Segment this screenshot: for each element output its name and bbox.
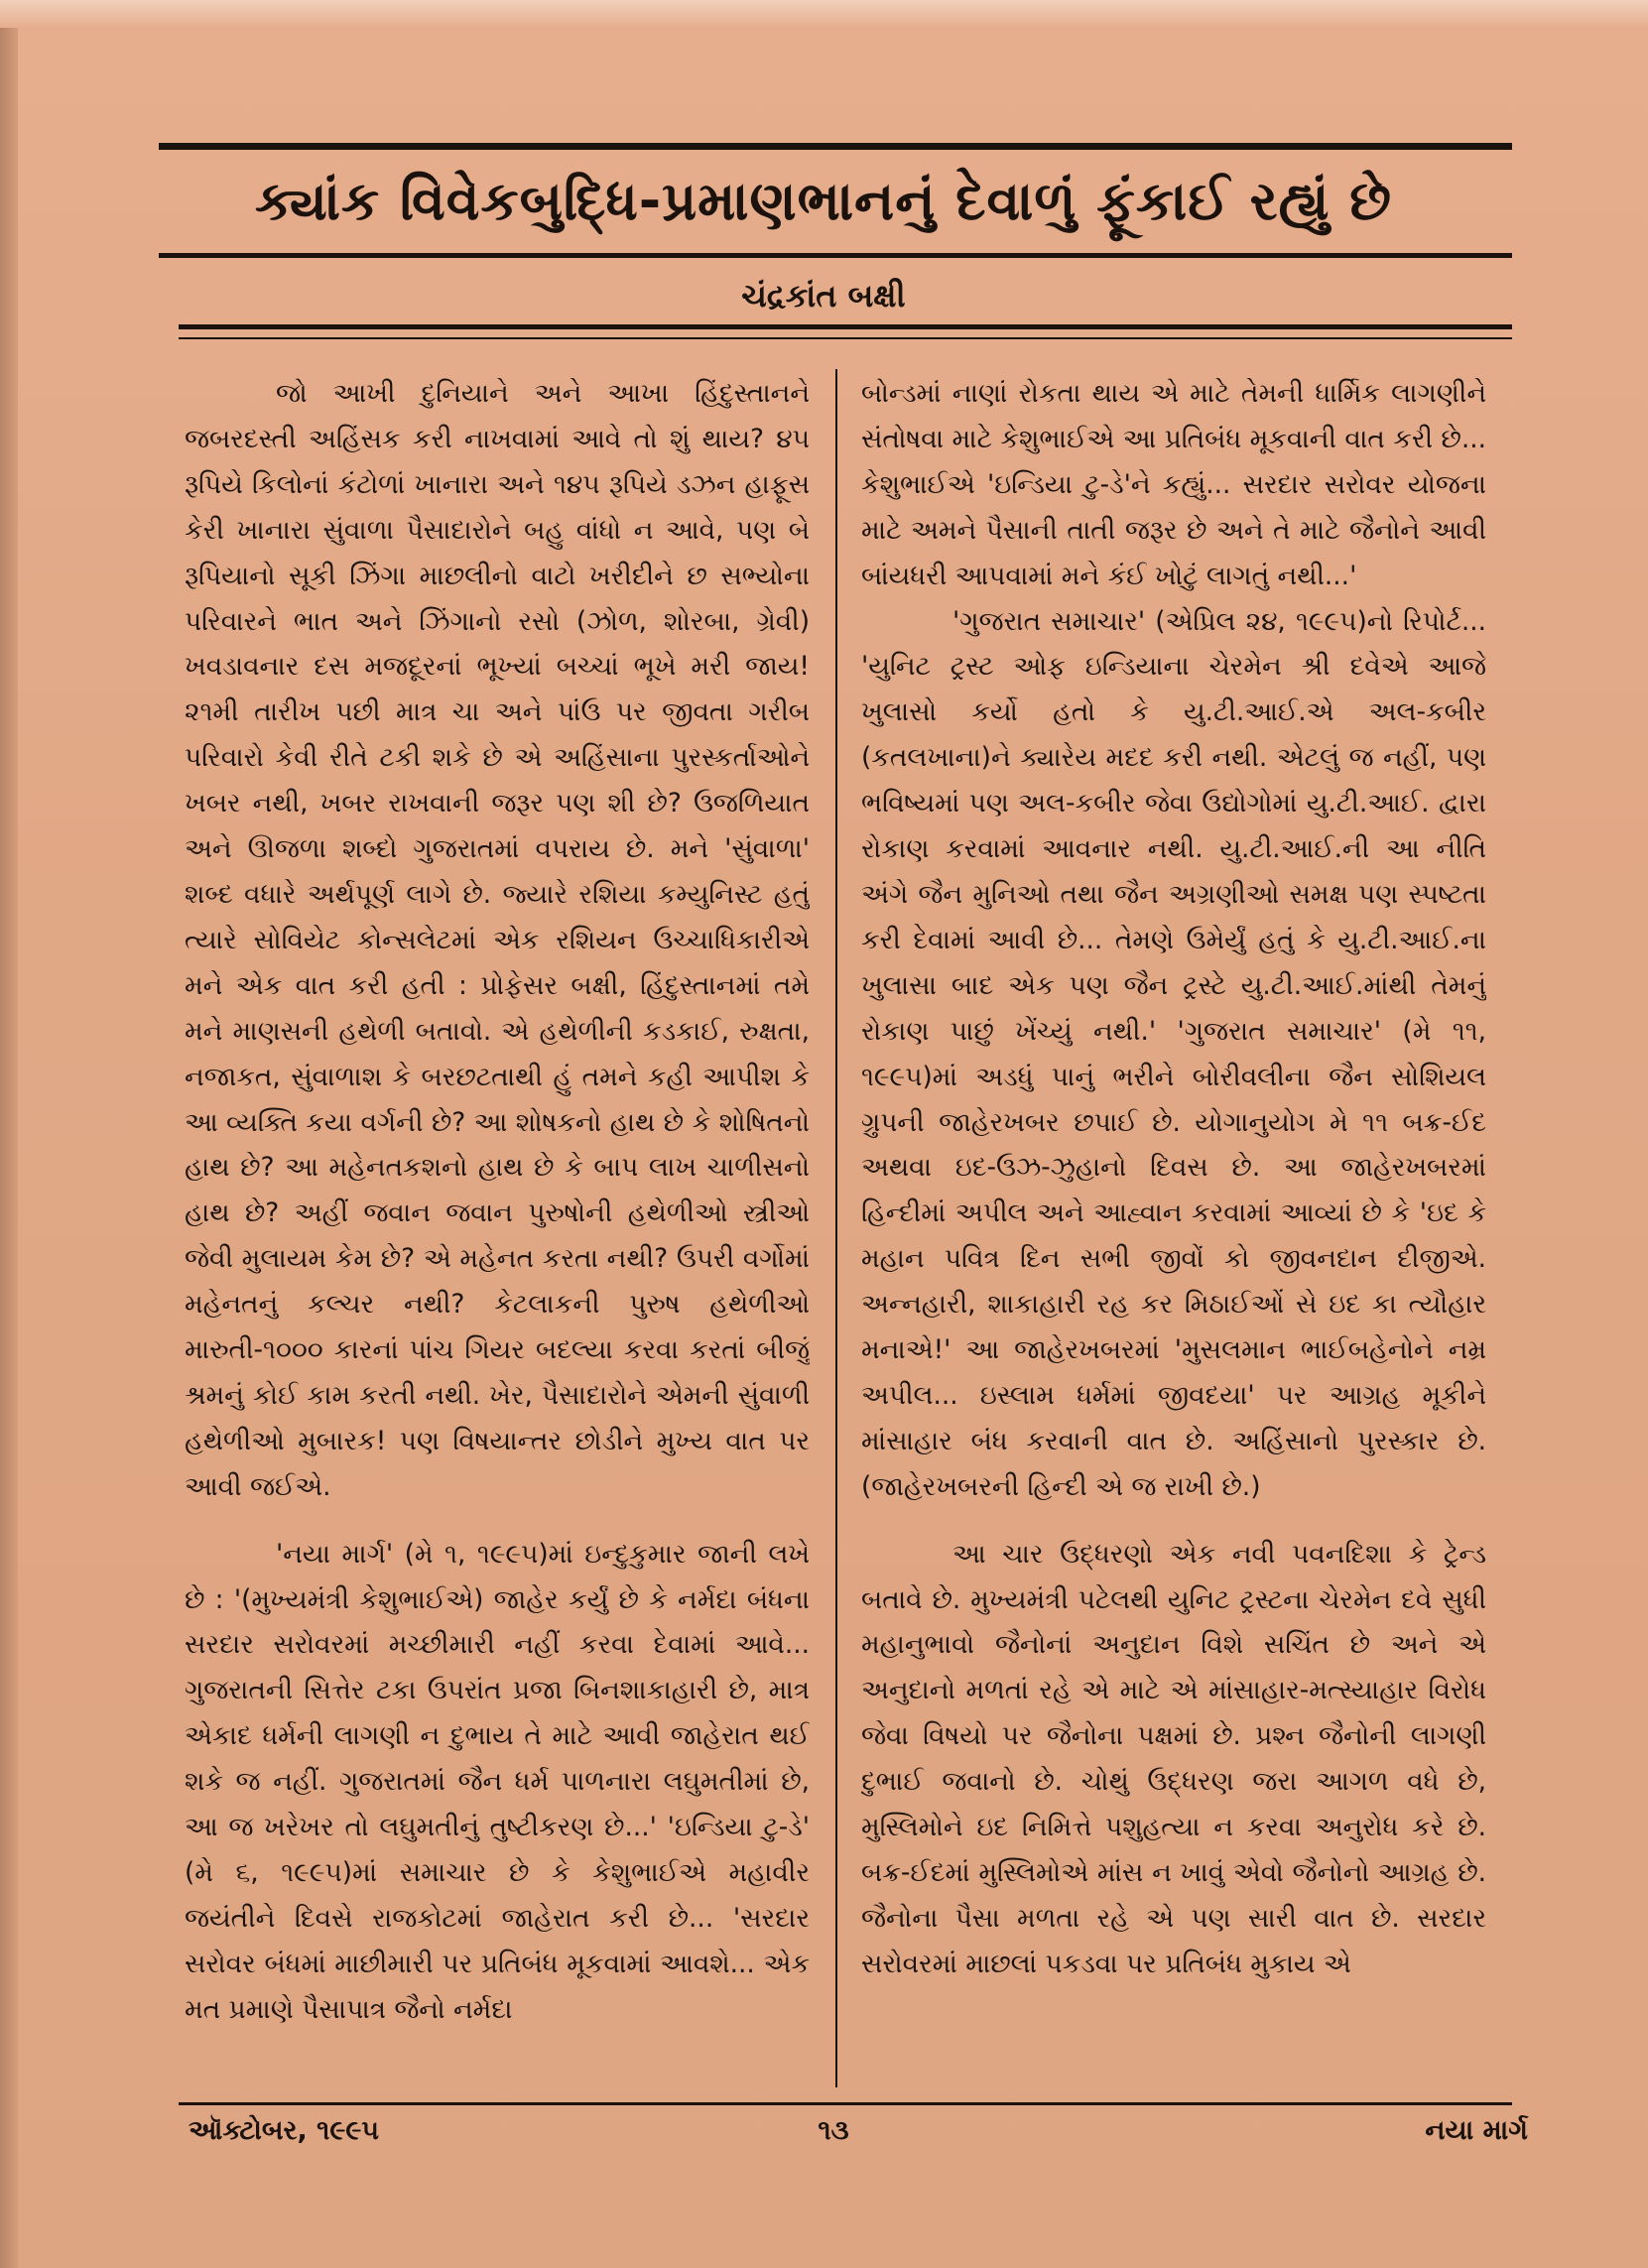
publication-name: નયા માર્ગ	[1425, 2115, 1528, 2146]
byline-rule-thick	[179, 324, 1512, 329]
right-paragraph-3: આ ચાર ઉદ્ધરણો એક નવી પવનદિશા કે ટ્રેન્ડ બતાવે છે. મુખ્યમંત્રી પટેલથી યુનિટ ટ્રસ્ટના ચેરમેન દવે સુધી મહાનુભાવો જૈનોનાં અનુદાન વિશે સચિંત છે અને એ અનુદાનો મળતાં રહે એ માટે એ માંસાહાર-મત્સ્યાહાર વિરોધ જેવા વિષયો પર જૈનોના પક્ષમાં છે. પ્રશ્ન જૈનોની લાગણી દુભાઈ જવાનો છે. ચોથું ઉદ્ધરણ જરા આગળ વધે છે, મુસ્લિમોને ઇદ નિમિત્તે પશુહત્યા ન કરવા અનુરોધ કરે છે. બક્ર-ઈદમાં મુસ્લિમોએ માંસ ન ખાવું એવો જૈનોનો આગ્રહ છે. જૈનોના પૈસા મળતા રહે એ પણ સારી વાત છે. સરદાર સરોવરમાં માછલાં પકડવા પર પ્રતિબંધ મુકાય એ	[861, 1538, 1486, 1979]
left-paragraph-1: જો આખી દુનિયાને અને આખા હિંદુસ્તાનને જબરદસ્તી અહિંસક કરી નાખવામાં આવે તો શું થાય? ૪૫ રૂપિયે કિલોનાં કંટોળાં ખાનારા અને ૧૪૫ રૂપિયે ડઝન હાફૂસ કેરી ખાનારા સુંવાળા પૈસાદારોને બહુ વાંધો ન આવે, પણ બે રૂપિયાનો સૂકી ઝિંગા માછલીનો વાટો ખરીદીને છ સભ્યોના પરિવારને ભાત અને ઝિંગાનો રસો (ઝોળ, શોરબા, ગ્રેવી) ખવડાવનાર દસ મજદૂરનાં ભૂખ્યાં બચ્ચાં ભૂખે મરી જાય! ૨૧મી તારીખ પછી માત્ર ચા અને પાંઉ પર જીવતા ગરીબ પરિવારો કેવી રીતે ટકી શકે છે એ અહિંસાના પુરસ્કર્તાઓને ખબર નથી, ખબર રાખવાની જરૂર પણ શી છે? ઉજળિયાત અને ઊજળા શબ્દો ગુજરાતમાં વપરાય છે. મને 'સુંવાળા' શબ્દ વધારે અર્થપૂર્ણ લાગે છે. જ્યારે રશિયા કમ્યુનિસ્ટ હતું ત્યારે સોવિયેટ કોન્સલેટમાં એક રશિયન ઉચ્ચાધિકારીએ મને એક વાત કરી હતી : પ્રોફેસર બક્ષી, હિંદુસ્તાનમાં તમે મને માણસની હથેળી બતાવો. એ હથેળીની કડકાઈ, રુક્ષતા, નજાકત, સુંવાળાશ કે બરછટતાથી હું તમને કહી આપીશ કે આ વ્યક્તિ કયા વર્ગની છે? આ શોષકનો હાથ છે કે શોષિતનો હાથ છે? આ મહેનતકશનો હાથ છે કે બાપ લાખ ચાળીસનો હાથ છે? અહીં જવાન જવાન પુરુષોની હથેળીઓ સ્ત્રીઓ જેવી મુલાયમ કેમ છે? એ મહેનત કરતા નથી? ઉપરી વર્ગોમાં મહેનતનું કલ્ચર નથી? કેટલાકની પુરુષ હથેળીઓ મારુતી-૧૦૦૦ કારનાં પાંચ ગિયર બદલ્યા કરવા કરતાં બીજું શ્રમનું કોઈ કામ કરતી નથી. ખેર, પૈસાદારોને એમની સુંવાળી હથેળીઓ મુબારક! પણ વિષયાન્તર છોડીને મુખ્ય વાત પર આવી જઈએ.	[185, 378, 810, 1502]
footer-rule	[179, 2102, 1512, 2105]
left-column	[185, 371, 810, 2092]
footer-date: ઑક્ટોબર, ૧૯૯૫	[189, 2115, 380, 2146]
page-top-edge	[0, 0, 1648, 28]
right-paragraph-2: 'ગુજરાત સમાચાર' (એપ્રિલ ૨૪, ૧૯૯૫)નો રિપોર્ટ... 'યુનિટ ટ્રસ્ટ ઓફ ઇન્ડિયાના ચેરમેન શ્રી દવેએ આજે ખુલાસો કર્યો હતો કે યુ.ટી.આઈ.એ અલ-કબીર (કતલખાના)ને ક્યારેય મદદ કરી નથી. એટલું જ નહીં, પણ ભવિષ્યમાં પણ અલ-કબીર જેવા ઉદ્યોગોમાં યુ.ટી.આઈ. દ્વારા રોકાણ કરવામાં આવનાર નથી. યુ.ટી.આઈ.ની આ નીતિ અંગે જૈન મુનિઓ તથા જૈન અગ્રણીઓ સમક્ષ પણ સ્પષ્ટતા કરી દેવામાં આવી છે... તેમણે ઉમેર્યું હતું કે યુ.ટી.આઈ.ના ખુલાસા બાદ એક પણ જૈન ટ્રસ્ટે યુ.ટી.આઈ.માંથી તેમનું રોકાણ પાછું ખેંચ્યું નથી.' 'ગુજરાત સમાચાર' (મે ૧૧, ૧૯૯૫)માં અડધું પાનું ભરીને બોરીવલીના જૈન સોશિયલ ગ્રુપની જાહેરખબર છપાઈ છે. યોગાનુયોગ મે ૧૧ બક્ર-ઈદ અથવા ઇદ-ઉઝ-ઝુહાનો દિવસ છે. આ જાહેરખબરમાં હિન્દીમાં અપીલ અને આહ્વાન કરવામાં આવ્યાં છે કે 'ઇદ કે મહાન પવિત્ર દિન સભી જીવોં કો જીવનદાન દીજીએ. અન્નહારી, શાકાહારી રહ કર મિઠાઈઓં સે ઇદ કા ત્યૌહાર મનાએ!' આ જાહેરખબરમાં 'મુસલમાન ભાઈબહેનોને નમ્ર અપીલ... ઇસ્લામ ધર્મમાં જીવદયા' પર આગ્રહ મૂકીને માંસાહાર બંધ કરવાની વાત છે. અહિંસાનો પુરસ્કાર છે. (જાહેરખબરની હિન્દી એ જ રાખી છે.)	[861, 605, 1486, 1502]
column-divider	[835, 369, 837, 2087]
right-column	[861, 371, 1486, 2092]
page-left-edge	[0, 0, 18, 2268]
article-title: ક્યાંક વિવેકબુદ્ધિ-પ્રમાણભાનનું દેવાળું ફૂંકાઈ રહ્યું છે	[255, 170, 1392, 232]
title-bottom-rule	[159, 253, 1512, 258]
byline-rule-thin	[179, 337, 1512, 339]
right-paragraph-1: બોન્ડમાં નાણાં રોકતા થાય એ માટે તેમની ધાર્મિક લાગણીને સંતોષવા માટે કેશુભાઈએ આ પ્રતિબંધ મૂકવાની વાત કરી છે... કેશુભાઈએ 'ઇન્ડિયા ટુ-ડે'ને કહ્યું... સરદાર સરોવર યોજના માટે અમને પૈસાની તાતી જરૂર છે અને તે માટે જૈનોને આવી બાંયધરી આપવામાં મને કંઈ ખોટું લાગતું નથી...'	[861, 378, 1486, 591]
title-top-rule	[159, 143, 1512, 150]
page-number: ૧૩	[818, 2115, 849, 2146]
article-author: ચંદ્રકાંત બક્ષી	[741, 277, 906, 315]
left-paragraph-2: 'નયા માર્ગ' (મે ૧, ૧૯૯૫)માં ઇન્દુકુમાર જાની લખે છે : '(મુખ્યમંત્રી કેશુભાઈએ) જાહેર કર્યું છે કે નર્મદા બંધના સરદાર સરોવરમાં મચ્છીમારી નહીં કરવા દેવામાં આવે... ગુજરાતની સિત્તેર ટકા ઉપરાંત પ્રજા બિનશાકાહારી છે, માત્ર એકાદ ધર્મની લાગણી ન દુભાય તે માટે આવી જાહેરાત થઈ શકે જ નહીં. ગુજરાતમાં જૈન ધર્મ પાળનારા લઘુમતીમાં છે, આ જ ખરેખર તો લઘુમતીનું તુષ્ટીકરણ છે...' 'ઇન્ડિયા ટુ-ડે' (મે ૬, ૧૯૯૫)માં સમાચાર છે કે કેશુભાઈએ મહાવીર જયંતીને દિવસે રાજકોટમાં જાહેરાત કરી છે... 'સરદાર સરોવર બંધમાં માછીમારી પર પ્રતિબંધ મૂકવામાં આવશે... એક મત પ્રમાણે પૈસાપાત્ર જૈનો નર્મદા	[185, 1538, 810, 2025]
